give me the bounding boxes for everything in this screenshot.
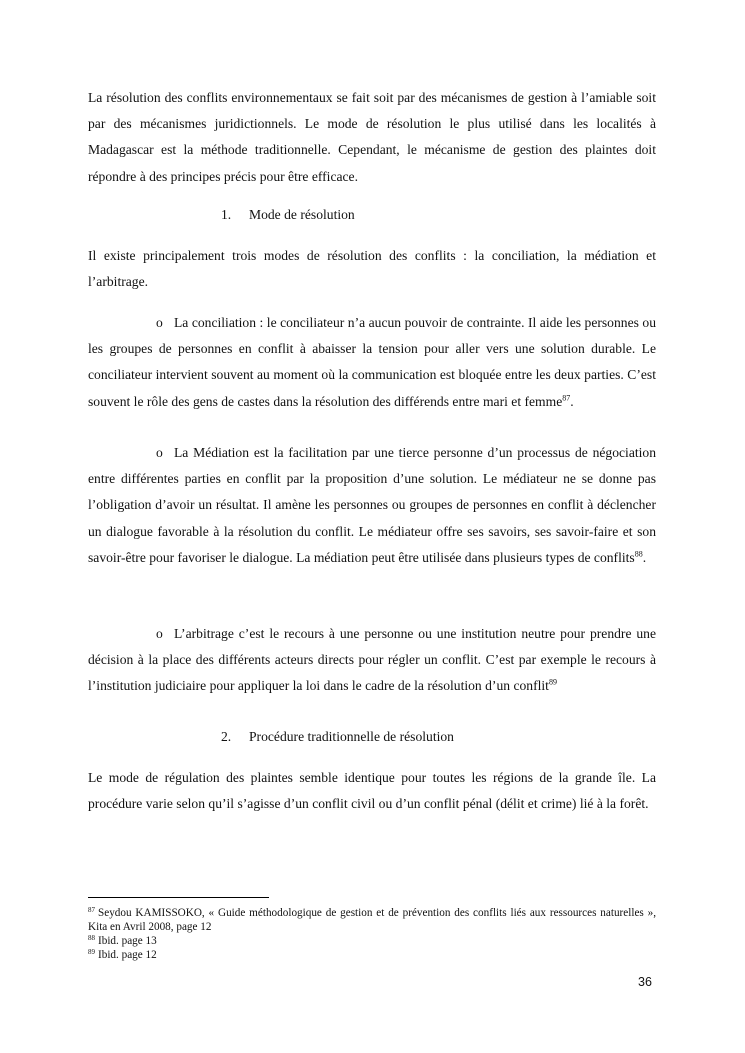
bullet-mediation: o La Médiation est la facilitation par une tierce personne d’un processus de négociation entre différentes parties en conflit par la proposition d’une solution. Le médiateur ne se donne pas l’obligation d’avoir un résultat. Il amène les personnes ou groupes de personnes en conflit à déclencher un dialogue favorable à la résolution du conflit. Le médiateur offre ses savoirs, ses savoir-faire et son savoir-être pour favoriser le dialogue. La médiation peut être utilisée dans plusieurs types de conflits$^{88}$. xyxy=(88,440,656,571)
modes-paragraph: Il existe principalement trois modes de résolution des conflits : la conciliation, la médiation et l’arbitrage. xyxy=(88,248,656,290)
mediation-text: La Médiation est la facilitation par une tierce personne d’un processus de négociation entre différentes parties en conflit par la proposition d’une solution. Le médiateur ne se donne pas l’obligation d’avoir un résultat. Il amène les personnes ou groupes de personnes en conflit à déclencher un dialogue favorable à la résolution du conflit. Le médiateur offre ses savoirs, ses savoir-faire et son savoir-être pour favoriser le dialogue. La médiation peut être utilisée dans plusieurs types de conflits xyxy=(88,445,656,565)
regulation-paragraph: Le mode de régulation des plaintes semble identique pour toutes les régions de la grande île. La procédure varie selon qu’il s’agisse d’un conflit civil ou d’un conflit pénal (délit et crime) lié à la forêt. xyxy=(88,770,656,812)
conciliation-text: La conciliation : le conciliateur n’a aucun pouvoir de contrainte. Il aide les personnes ou les groupes de personnes en conflit à abaisser la tension pour aller vers une solution durable. Le conciliateur intervient souvent au moment où la communication est bloquée entre les deux parties. C’est souvent le rôle des gens de castes dans la résolution des différends entre mari et femme xyxy=(88,315,656,409)
footnote-ref-89[interactable]: 89 xyxy=(548,677,557,687)
page-number: 36 xyxy=(638,975,652,989)
section-heading-1 xyxy=(221,205,355,225)
footnote-separator xyxy=(88,897,269,898)
section-heading-2 xyxy=(221,727,454,747)
footnote-ref-88[interactable]: 88 xyxy=(634,549,643,559)
heading-number: 1. xyxy=(221,207,232,222)
footnote-88: $^{88}$ Ibid. page 13 xyxy=(88,934,157,947)
arbitrage-text: L’arbitrage c’est le recours à une personne ou une institution neutre pour prendre une décision à la place des différents acteurs directs pour régler un conflit. C’est par exemple le recours à l’institution judiciaire pour appliquer la loi dans le cadre de la résolution d’un conflit xyxy=(88,626,656,694)
bullet-arbitrage xyxy=(88,621,656,700)
footnote-ref-87[interactable]: 87 xyxy=(562,393,571,403)
footnote-87: $^{87}$ Seydou KAMISSOKO, « Guide méthodologique de gestion et de prévention des conflits liés aux ressources naturelles », Kita en Avril 2008, page 12 xyxy=(88,906,656,933)
footnote-89: $^{89}$ Ibid. page 12 xyxy=(88,948,157,961)
heading-number: 2. xyxy=(221,729,232,744)
heading-title: Procédure traditionnelle de résolution xyxy=(249,729,454,744)
bullet-conciliation: o La conciliation : le conciliateur n’a aucun pouvoir de contrainte. Il aide les personnes ou les groupes de personnes en conflit à abaisser la tension pour aller vers une solution durable. Le conciliateur intervient souvent au moment où la communication est bloquée entre les deux parties. C’est souvent le rôle des gens de castes dans la résolution des différends entre mari et femme$^{87}$. xyxy=(88,310,656,415)
heading-title: Mode de résolution xyxy=(249,207,355,222)
intro-paragraph: La résolution des conflits environnementaux se fait soit par des mécanismes de gestion à l’amiable soit par des mécanismes juridictionnels. Le mode de résolution le plus utilisé dans les localités à Madagascar est la méthode traditionnelle. Cependant, le mécanisme de gestion des plaintes doit répondre à des principes précis pour être efficace. xyxy=(88,90,656,184)
